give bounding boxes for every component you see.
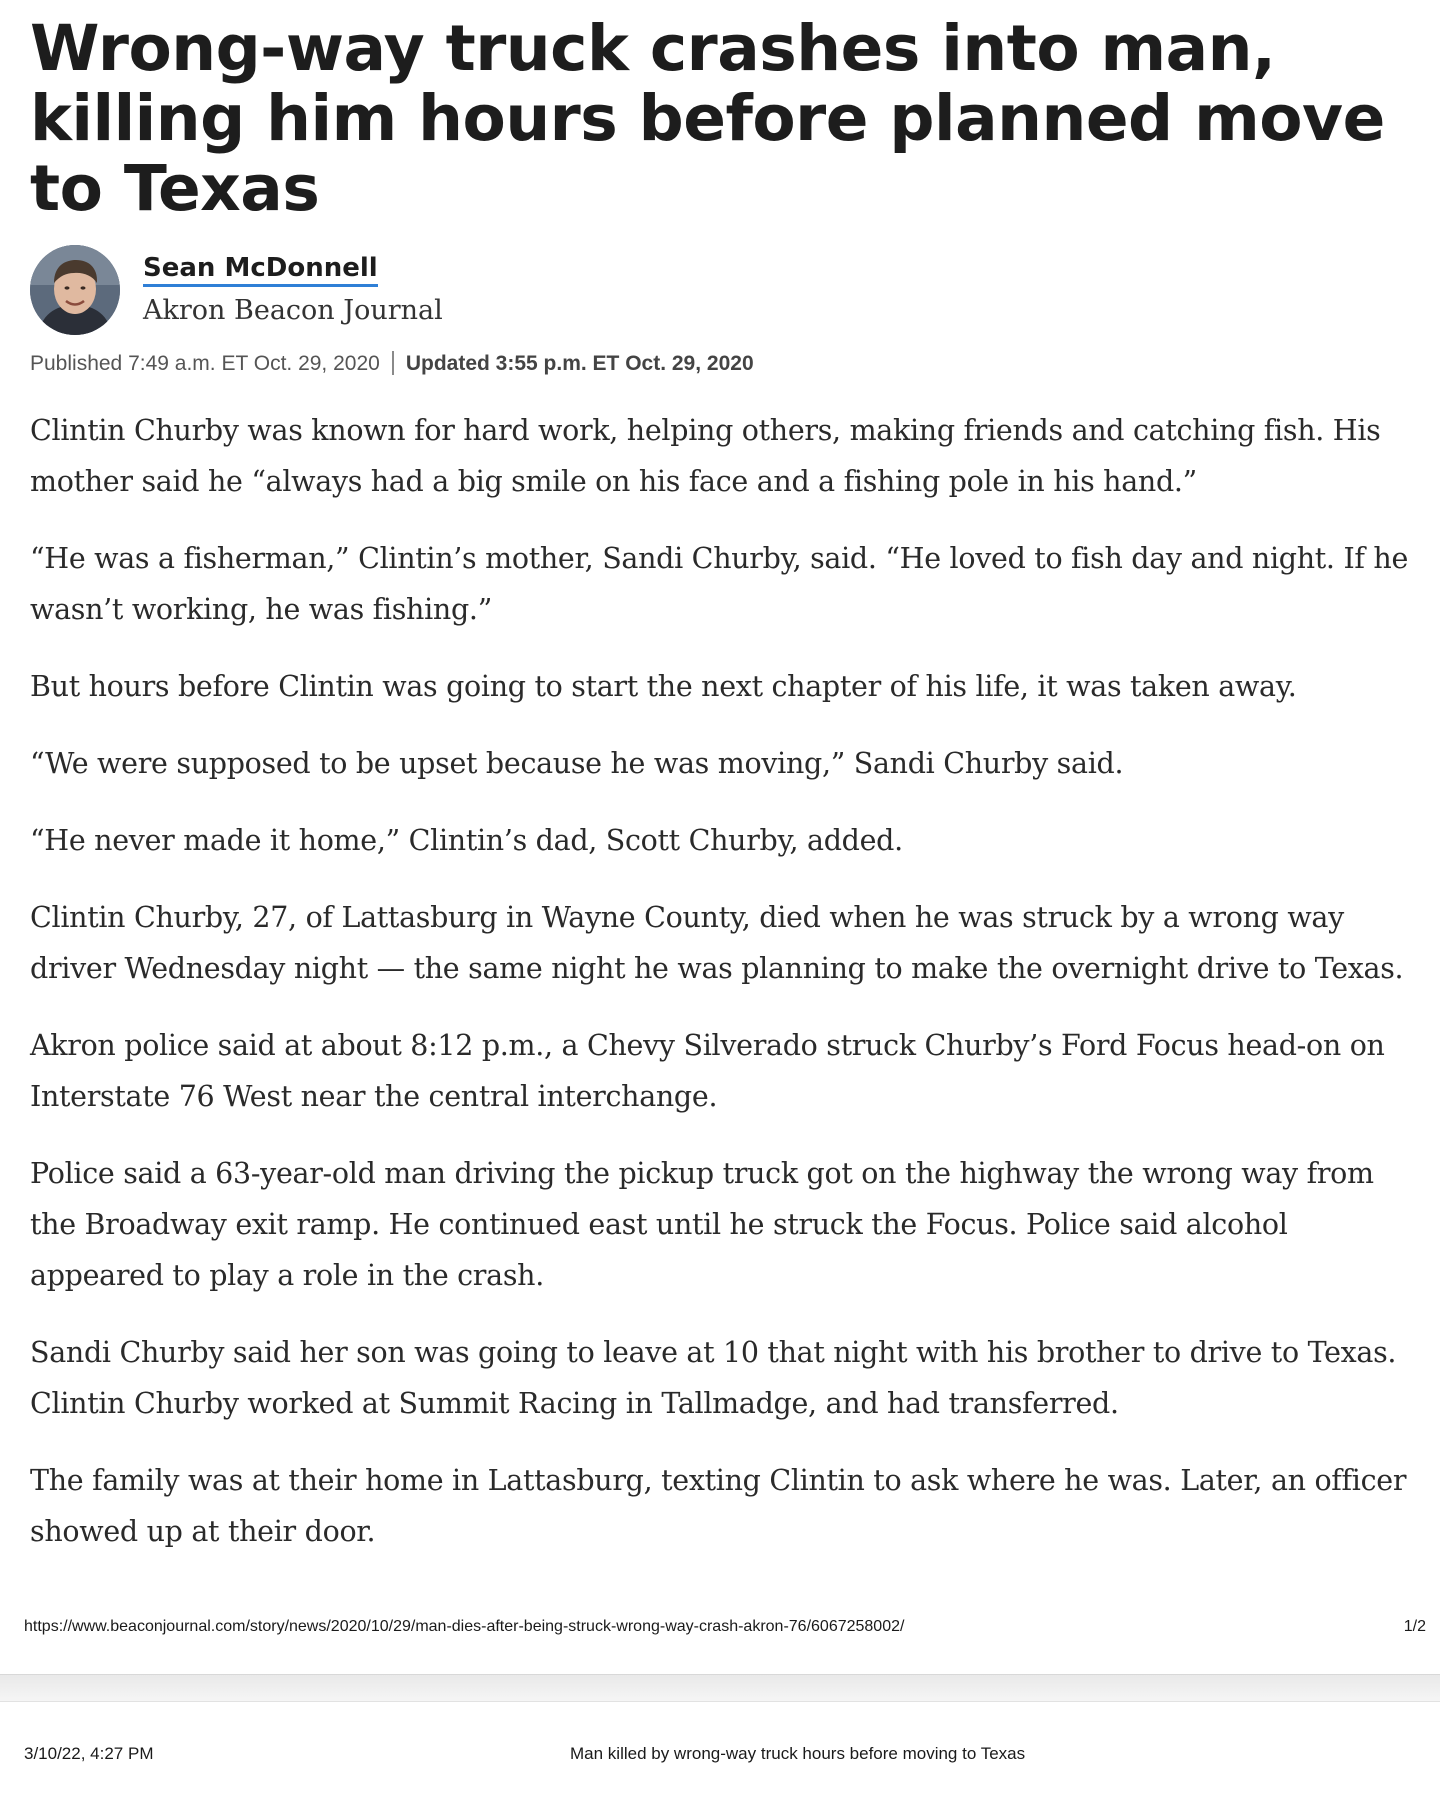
author-avatar (30, 245, 120, 335)
article-headline: Wrong-way truck crashes into man, killing him hours before planned move to Texas (30, 12, 1385, 225)
author-name-link[interactable]: Sean McDonnell (143, 253, 378, 287)
print-header-title: Man killed by wrong-way truck hours before moving to Texas (570, 1744, 1026, 1763)
article-paragraph: Clintin Churby, 27, of Lattasburg in Wayne County, died when he was struck by a wrong way driver Wednesday night — the same night he was planning to make the overnight drive to Texas. (30, 901, 1404, 985)
article-paragraph: Sandi Churby said her son was going to leave at 10 that night with his brother to drive to Texas. Clintin Churby worked at Summit Racing in Tallmadge, and had transferred. (30, 1336, 1397, 1420)
published-date: Published 7:49 a.m. ET Oct. 29, 2020 (30, 352, 380, 375)
article-paragraph: “He never made it home,” Clintin’s dad, Scott Churby, added. (30, 824, 903, 857)
article-paragraph: “We were supposed to be upset because he was moving,” Sandi Churby said. (30, 747, 1124, 780)
print-page-2 (0, 1702, 1440, 1800)
article-paragraph: The family was at their home in Lattasburg, texting Clintin to ask where he was. Later, an officer showed up at their door. (30, 1464, 1407, 1548)
article-paragraph: Akron police said at about 8:12 p.m., a Chevy Silverado struck Churby’s Ford Focus head-on on Interstate 76 West near the central interchange. (30, 1029, 1385, 1113)
dateline (30, 351, 754, 377)
author-organization: Akron Beacon Journal (143, 295, 443, 326)
print-footer-page-number: 1/2 (1403, 1618, 1426, 1635)
dateline-divider (392, 351, 394, 375)
updated-date: Updated 3:55 p.m. ET Oct. 29, 2020 (405, 352, 754, 375)
article-paragraph: Police said a 63-year-old man driving the pickup truck got on the highway the wrong way from the Broadway exit ramp. He continued east until he struck the Focus. Police said alcohol appeared to play a role in the crash. (30, 1157, 1374, 1292)
byline (30, 245, 830, 337)
article-body (30, 405, 1425, 1583)
article-paragraph: But hours before Clintin was going to start the next chapter of his life, it was taken away. (30, 670, 1297, 703)
article-paragraph: “He was a fisherman,” Clintin’s mother, Sandi Churby, said. “He loved to fish day and night. If he wasn’t working, he was fishing.” (30, 542, 1409, 626)
article-paragraph: Clintin Churby was known for hard work, helping others, making friends and catching fish. His mother said he “always had a big smile on his face and a fishing pole in his hand.” (30, 414, 1381, 498)
page-break (0, 1674, 1440, 1702)
print-header-datetime: 3/10/22, 4:27 PM (24, 1744, 154, 1763)
print-footer-url: https://www.beaconjournal.com/story/news/2020/10/29/man-dies-after-being-struck-wrong-way-crash-akron-76/6067258002/ (24, 1618, 905, 1635)
